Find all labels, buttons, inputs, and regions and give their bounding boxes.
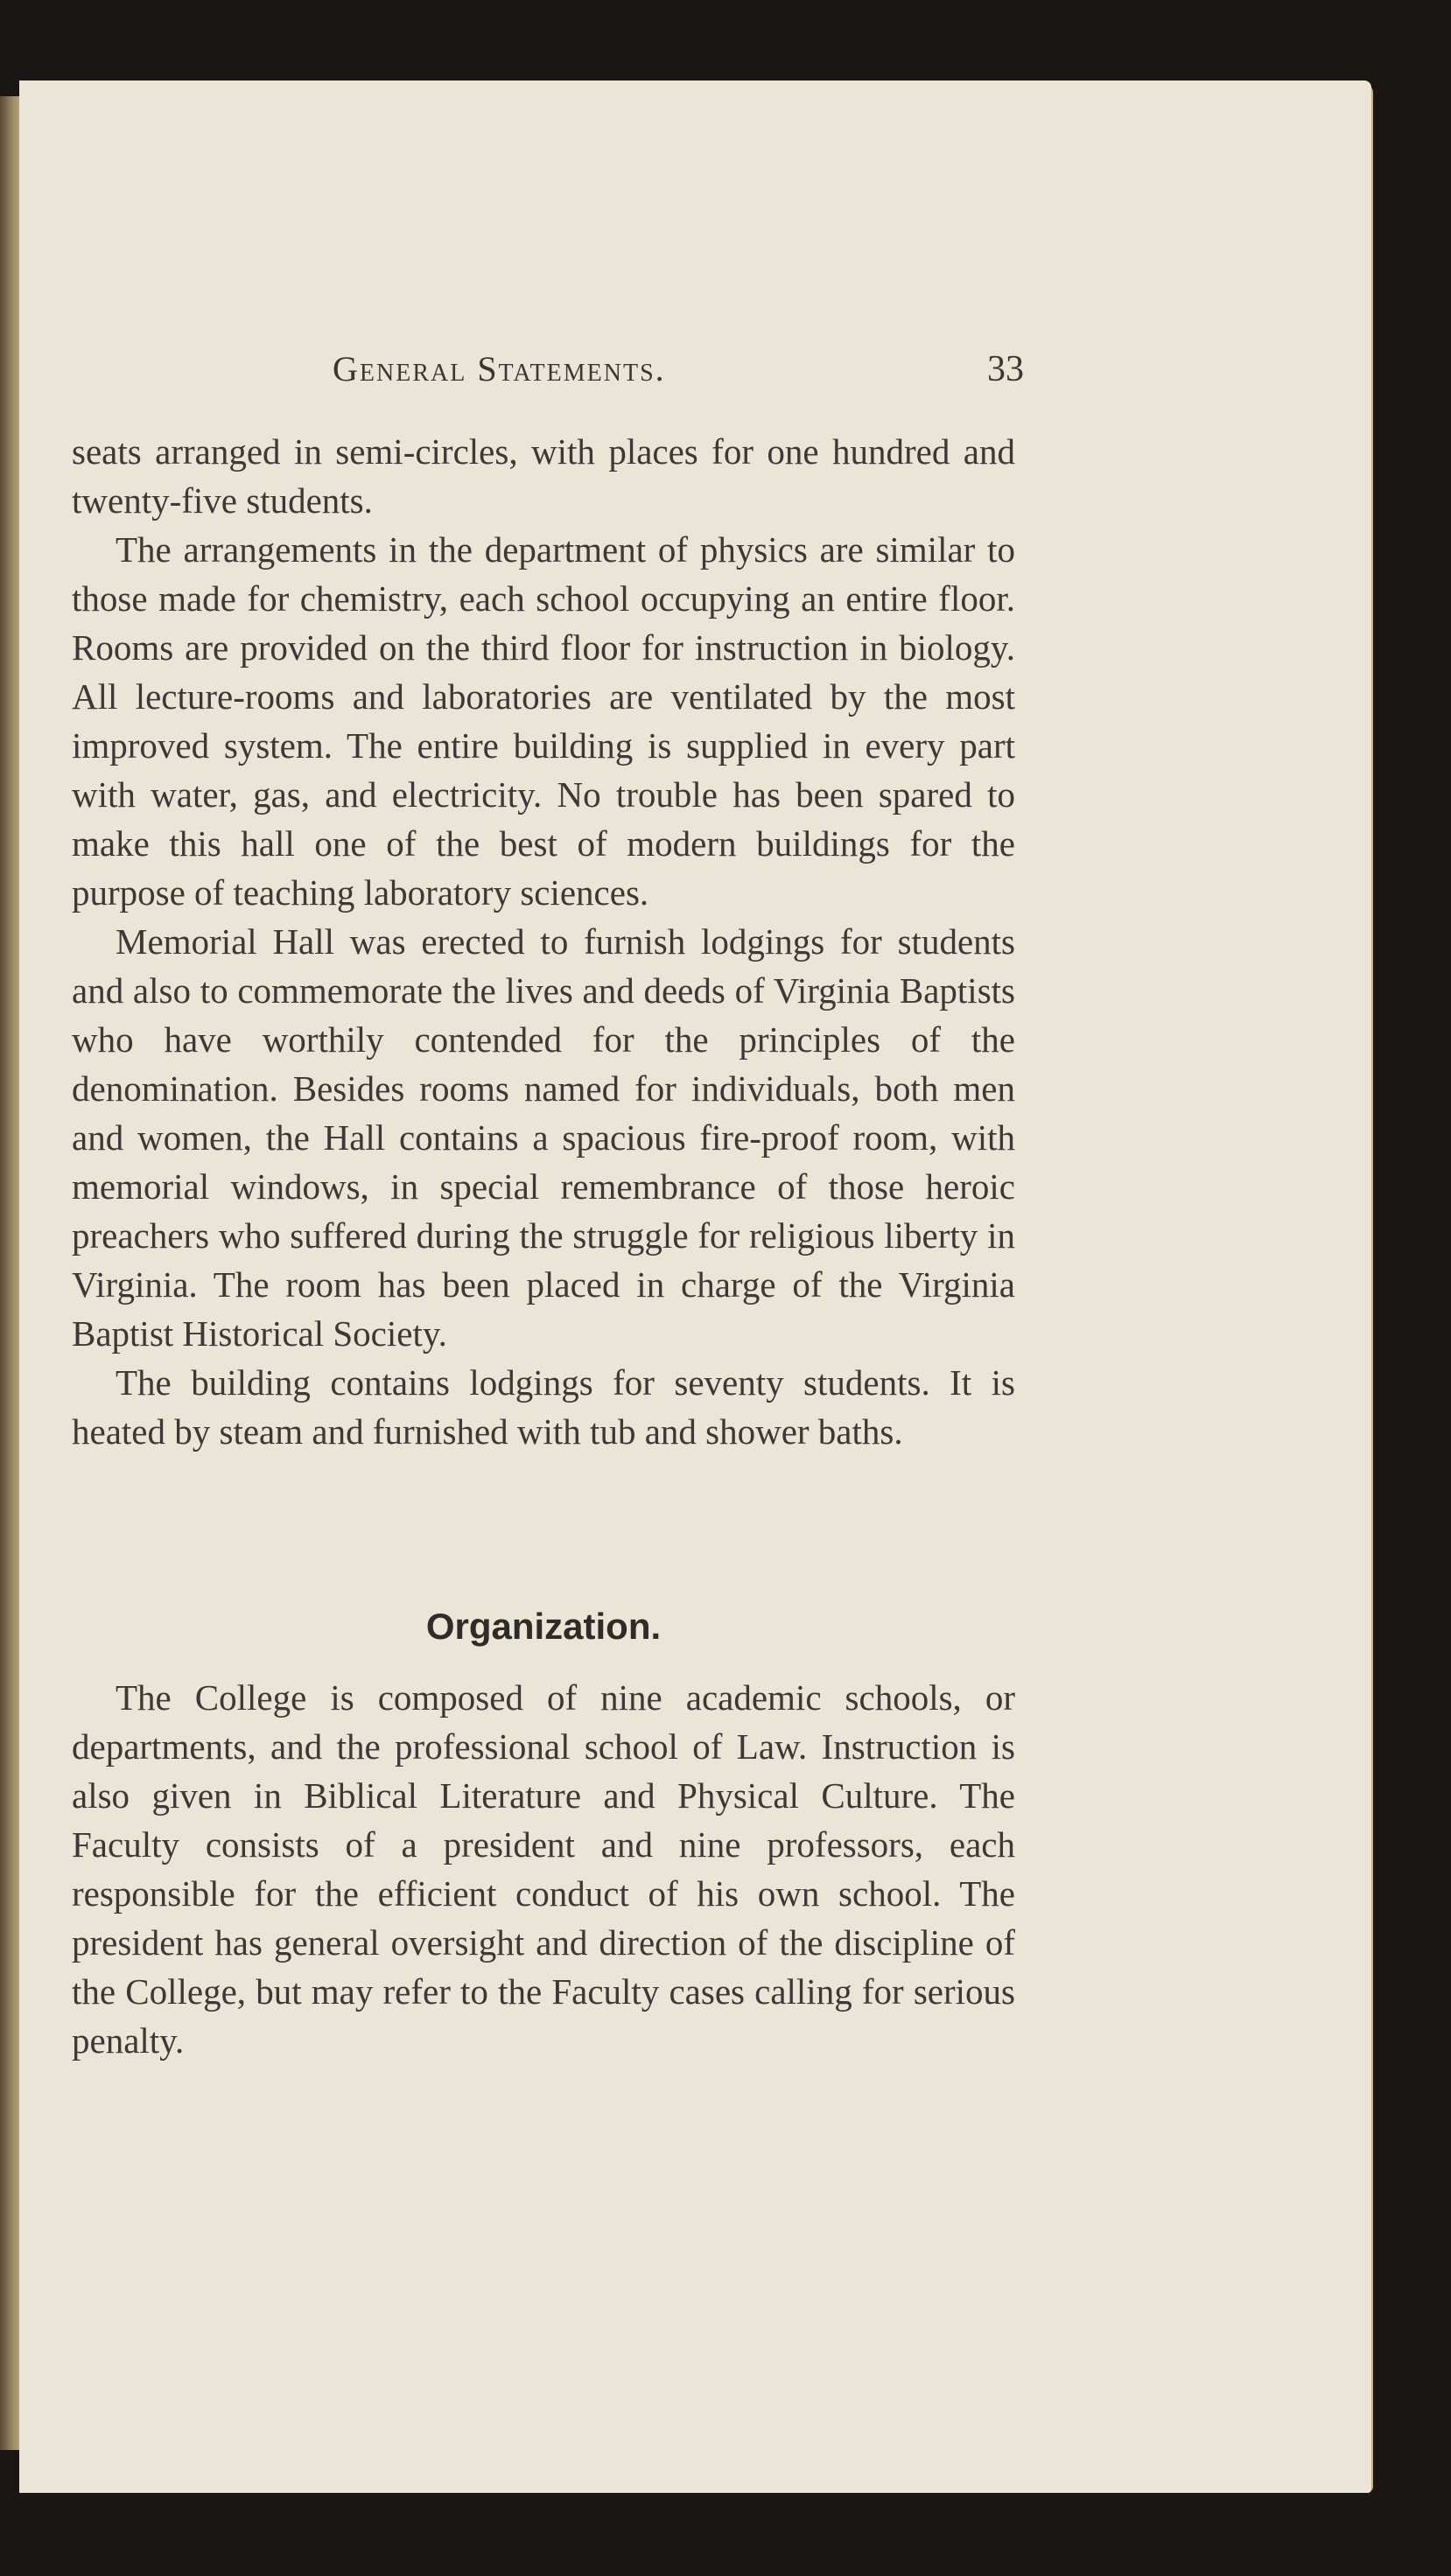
paragraph: The arrangements in the department of physics are similar to those made for chemistry, each school occupying an entire floor. Rooms are provided on the third floor for instruction in biology. All lecture-rooms and laboratories are ventilated by the most improved system. The entire building is supplied in every part with water, gas, and electricity. No trouble has been spared to make this hall one of the best of modern buildings for the purpose of teaching laboratory sciences. [72, 529, 1015, 913]
left-page-edge [0, 96, 21, 2450]
running-title: General Statements. [333, 349, 666, 388]
section-heading: Organization. [425, 1606, 662, 1647]
body-text-organization [72, 1673, 1015, 2065]
page-number: 33 [987, 349, 1024, 389]
paragraph: Memorial Hall was erected to furnish lodgings for students and also to commemorate the lives and deeds of Virginia Baptists who have worthily contended for the principles of the denomination. Besides rooms named for individuals, both men and women, the Hall contains a spacious fire-proof room, with memorial windows, in special remembrance of those heroic preachers who suffered during the struggle for religious liberty in Virginia. The room has been placed in charge of the Virginia Baptist Historical Society. [72, 921, 1015, 1354]
paragraph: seats arranged in semi-circles, with places for one hundred and twenty-five students. [72, 431, 1015, 521]
body-text [72, 427, 1015, 1456]
running-head [333, 348, 1024, 401]
paragraph: The building contains lodgings for seventy students. It is heated by steam and furnished with tub and shower baths. [72, 1362, 1015, 1452]
paragraph: The College is composed of nine academic schools, or departments, and the professional school of Law. Instruction is also given in Biblical Literature and Physical Culture. The Faculty consists of a president and nine professors, each responsible for the efficient conduct of his own school. The president has general oversight and direction of the discipline of the College, but may refer to the Faculty cases calling for serious penalty. [72, 1677, 1015, 2061]
